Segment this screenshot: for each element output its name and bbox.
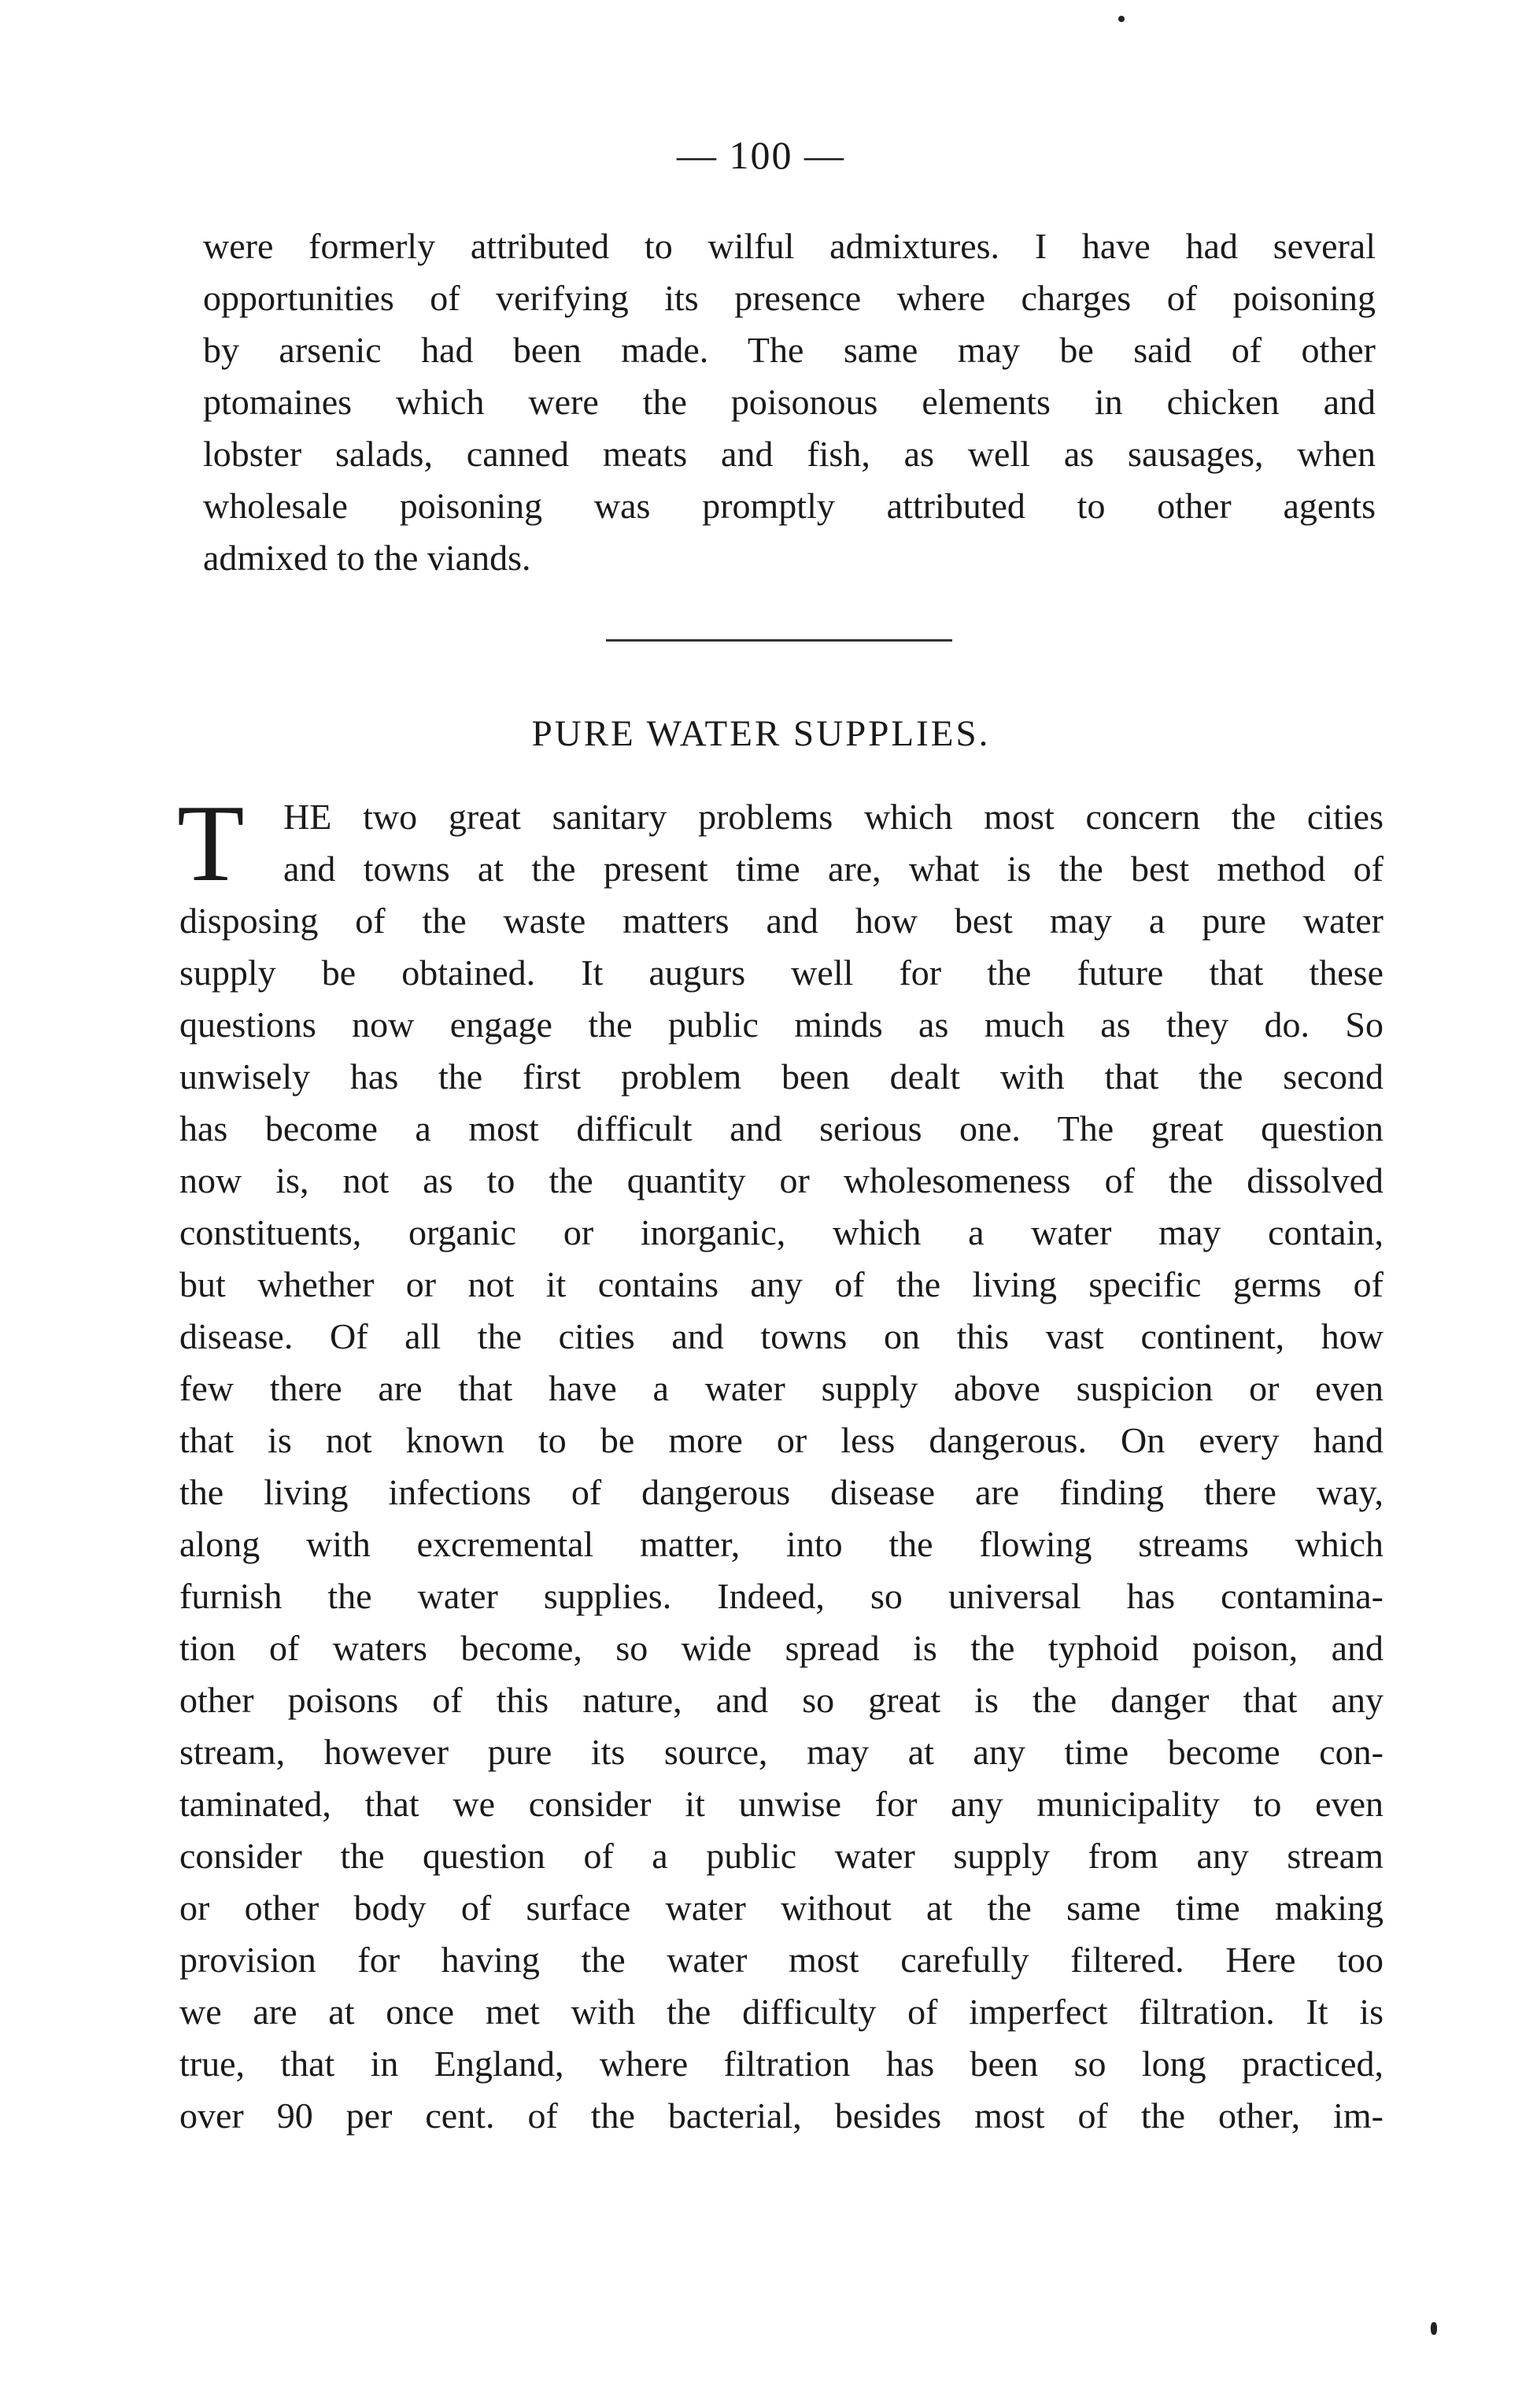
text-line: and towns at the present time are, what is the best method of — [283, 849, 1383, 889]
text-line: that is not known to be more or less dangerous. On every hand — [179, 1420, 1383, 1460]
text-line: constituents, organic or inorganic, which a water may contain, — [179, 1212, 1383, 1252]
text-line: other poisons of this nature, and so great is the danger that any — [179, 1680, 1383, 1720]
text-line: ptomaines which were the poisonous elements in chicken and — [203, 382, 1376, 422]
text-line: taminated, that we consider it unwise for any municipality to even — [179, 1784, 1383, 1824]
drop-cap: T — [177, 782, 245, 904]
continuation-paragraph — [203, 220, 1376, 584]
text-line: consider the question of a public water supply from any stream — [179, 1836, 1383, 1876]
text-line: disposing of the waste matters and how best may a pure water — [179, 901, 1383, 941]
text-line: provision for having the water most carefully filtered. Here too — [179, 1940, 1383, 1980]
text-line: admixed to the viands. — [203, 538, 531, 578]
ink-speck-bottom — [1431, 2322, 1437, 2335]
text-line: furnish the water supplies. Indeed, so universal has contamina- — [179, 1576, 1383, 1616]
text-line: or other body of surface water without at the same time making — [179, 1888, 1383, 1928]
text-line: wholesale poisoning was promptly attributed to other agents — [203, 486, 1376, 526]
section-divider — [606, 639, 952, 642]
text-line: unwisely has the first problem been dealt with that the second — [179, 1056, 1383, 1097]
text-line: stream, however pure its source, may at any time become con- — [179, 1732, 1383, 1772]
text-line: true, that in England, where filtration has been so long practiced, — [179, 2044, 1383, 2084]
text-line: disease. Of all the cities and towns on this vast continent, how — [179, 1316, 1383, 1356]
text-line: along with excremental matter, into the flowing streams which — [179, 1524, 1383, 1564]
text-line: tion of waters become, so wide spread is the typhoid poison, and — [179, 1628, 1383, 1668]
section-heading: PURE WATER SUPPLIES. — [531, 713, 991, 754]
text-line: has become a most difficult and serious one. The great question — [179, 1108, 1383, 1149]
text-line: by arsenic had been made. The same may be said of other — [203, 330, 1376, 370]
page-number: — 100 — — [677, 133, 845, 177]
text-line: now is, not as to the quantity or wholesomeness of the dissolved — [179, 1160, 1383, 1200]
text-line: but whether or not it contains any of the living specific germs of — [179, 1264, 1383, 1304]
text-line: we are at once met with the difficulty of imperfect filtration. It is — [179, 1992, 1383, 2032]
text-line: were formerly attributed to wilful admixtures. I have had several — [203, 226, 1376, 266]
text-line: over 90 per cent. of the bacterial, besides most of the other, im- — [179, 2095, 1383, 2136]
text-line: lobster salads, canned meats and fish, as well as sausages, when — [203, 434, 1376, 474]
ink-speck-top — [1118, 16, 1125, 22]
text-line: few there are that have a water supply above suspicion or even — [179, 1368, 1383, 1408]
text-line: opportunities of verifying its presence where charges of poisoning — [203, 278, 1376, 318]
text-line: supply be obtained. It augurs well for the future that these — [179, 952, 1383, 993]
text-line: the living infections of dangerous disease are finding there way, — [179, 1472, 1383, 1512]
section-paragraph — [177, 782, 1383, 2142]
text-line: HE two great sanitary problems which most concern the cities — [283, 797, 1383, 837]
text-line: questions now engage the public minds as much as they do. So — [179, 1004, 1383, 1045]
